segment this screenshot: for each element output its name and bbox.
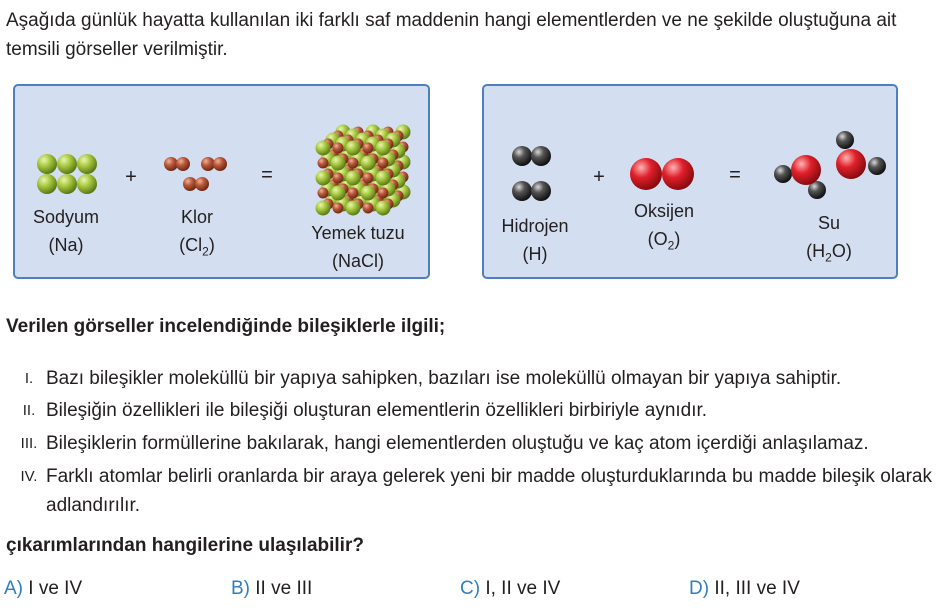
oxygen-label: Oksijen $(O_2)$: [633, 201, 695, 253]
statement-number: IV.: [20, 468, 38, 485]
hydrogen-label: Hidrojen (H): [501, 216, 569, 264]
chlorine-molecules-icon: [162, 155, 232, 195]
statement-text: Bazı bileşikler moleküllü bir yapıya sahipken, bazıları ise moleküllü olmayan bir yapıya sahiptir.: [46, 368, 842, 389]
panel-sodium-chloride: [13, 84, 430, 279]
statement-number: III.: [20, 435, 38, 452]
sodium-label: Sodyum (Na): [32, 207, 100, 255]
equals-sign: =: [261, 164, 273, 186]
water-molecules-icon: [769, 124, 889, 204]
choice-a[interactable]: A) I ve IV: [4, 578, 83, 599]
equals-sign: =: [729, 164, 741, 186]
statement-text: Bileşiğin özellikleri ile bileşiği oluşturan elementlerin özellikleri birbiriyle aynıdır.: [46, 400, 708, 421]
oxygen-molecule-icon: [630, 156, 696, 194]
salt-label: Yemek tuzu (NaCl): [311, 223, 405, 271]
statement-number: II.: [22, 402, 36, 419]
statement-text: Farklı atomlar belirli oranlarda bir araya gelerek yeni bir madde oluşturduklarında bu madde bileşik olarak adlandırılır.: [46, 466, 932, 516]
choice-d[interactable]: D) II, III ve IV: [689, 578, 800, 599]
sodium-atoms-icon: [36, 153, 98, 195]
water-label: Su $(H_2O)$: [806, 213, 852, 265]
choice-b[interactable]: B) II ve III: [231, 578, 313, 599]
hydrogen-molecules-icon: [509, 142, 559, 206]
statement-text: Bileşiklerin formüllerine bakılarak, hangi elementlerden oluştuğu ve kaç atom içerdiği anlaşılamaz.: [46, 433, 869, 454]
nacl-crystal-icon: [313, 110, 409, 210]
question-stem: Verilen görseller incelendiğinde bileşiklerle ilgili;: [6, 316, 446, 337]
chlorine-label: Klor $(Cl_2)$: [179, 207, 215, 259]
panel-water: [482, 84, 898, 279]
statement-number: I.: [24, 370, 34, 387]
question-closing: çıkarımlarından hangilerine ulaşılabilir?: [6, 535, 364, 556]
choice-c[interactable]: C) I, II ve IV: [460, 578, 561, 599]
plus-sign: +: [593, 166, 605, 188]
plus-sign: +: [125, 166, 137, 188]
intro-text: Aşağıda günlük hayatta kullanılan iki farklı saf maddenin hangi elementlerden ve ne şekilde oluştuğuna ait temsili görseller verilmiştir.: [6, 10, 897, 60]
